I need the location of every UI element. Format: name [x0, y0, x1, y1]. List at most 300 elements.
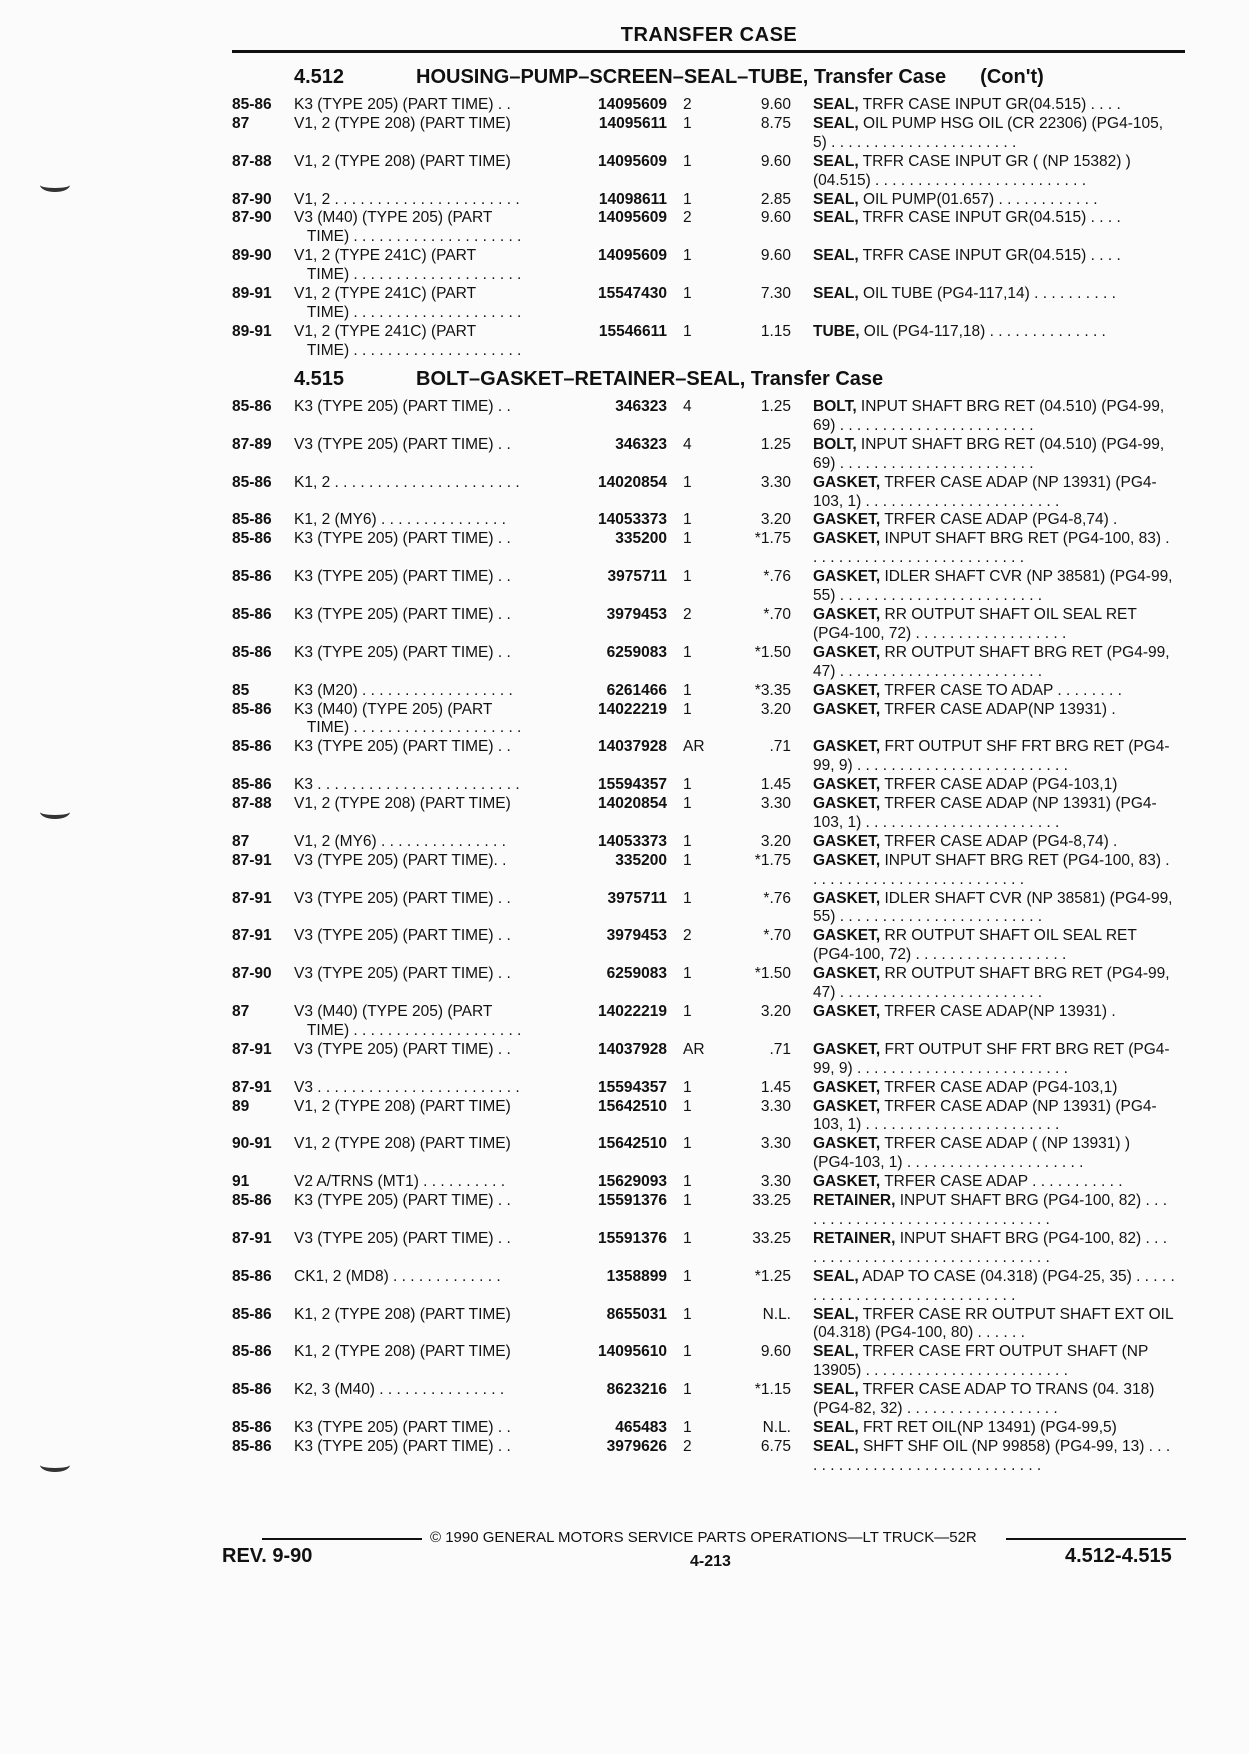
- part-detail: RR OUTPUT SHAFT OIL SEAL RET (PG4-100, 72) . . . . . . . . . . . . . . . . . .: [813, 927, 1141, 964]
- part-number: 335200: [615, 851, 667, 869]
- quantity: 1: [683, 152, 692, 170]
- model-years: 87-91: [232, 889, 272, 907]
- description: [791, 833, 1175, 852]
- quantity: 1: [683, 1343, 692, 1361]
- part-name: GASKET,: [813, 851, 881, 869]
- part-number: 3979453: [606, 605, 667, 623]
- part-name: GASKET,: [813, 795, 881, 813]
- part-detail: OIL PUMP HSG OIL (CR 22306) (PG4-105, 5) . . . . . . . . . . . . . . . . . . . . . .: [813, 114, 1168, 151]
- part-detail: TRFER CASE RR OUTPUT SHAFT EXT OIL (04.318) (PG4-100, 80) . . . . . .: [813, 1305, 1178, 1342]
- section-title: HOUSING–PUMP–SCREEN–SEAL–TUBE, Transfer Case: [416, 66, 947, 88]
- application: K1, 2 (TYPE 208) (PART TIME): [294, 1343, 511, 1361]
- model-years: 85-86: [232, 605, 272, 623]
- model-years: 87: [232, 114, 250, 132]
- part-detail: TRFER CASE ADAP TO TRANS (04. 318) (PG4-82, 32) . . . . . . . . . . . . . . . . . .: [813, 1381, 1159, 1418]
- quantity: 1: [683, 1135, 692, 1153]
- part-name: RETAINER,: [813, 1192, 896, 1210]
- quantity: 1: [683, 1381, 692, 1399]
- section-continued: (Con't): [980, 66, 1044, 88]
- part-detail: INPUT SHAFT BRG RET (PG4-100, 83) . . . . . . . . . . . . . . . . . . . . . . . . . .: [813, 851, 1174, 888]
- application: V2 A/TRNS (MT1) . . . . . . . . . .: [294, 1173, 506, 1191]
- part-number: 335200: [615, 530, 667, 548]
- description: [791, 852, 1175, 890]
- application: K3 (TYPE 205) (PART TIME) . .: [294, 398, 511, 415]
- part-number: 14053373: [598, 511, 667, 529]
- part-name: GASKET,: [813, 776, 881, 794]
- part-number: 15547430: [598, 285, 667, 303]
- part-detail: ADAP TO CASE (04.318) (PG4-25, 35) . . . . . . . . . . . . . . . . . . . . . . . . . . . . .: [813, 1267, 1180, 1304]
- application: V1, 2 (TYPE 208) (PART TIME): [294, 795, 511, 813]
- description: [791, 1098, 1175, 1136]
- price: .71: [769, 738, 791, 756]
- price: 1.45: [760, 1078, 791, 1096]
- part-number: 14095610: [598, 1343, 667, 1361]
- part-number: 14022219: [598, 700, 667, 718]
- application: K3 (TYPE 205) (PART TIME) . .: [294, 738, 511, 756]
- price: 3.20: [760, 832, 791, 850]
- model-years: 89-91: [232, 285, 272, 303]
- description: [791, 115, 1175, 153]
- part-name: GASKET,: [813, 530, 881, 548]
- part-entry: [232, 606, 1190, 644]
- part-name: GASKET,: [813, 965, 881, 983]
- model-years: 89-91: [232, 322, 272, 340]
- description: [791, 398, 1175, 436]
- model-years: 89: [232, 1097, 250, 1115]
- part-entry: [232, 398, 1190, 436]
- parts-list-4515: [232, 398, 1190, 1476]
- part-number: 15642510: [598, 1135, 667, 1153]
- part-detail: OIL TUBE (PG4-117,14) . . . . . . . . . .: [858, 285, 1116, 303]
- part-name: GASKET,: [813, 643, 881, 661]
- application: K3 (TYPE 205) (PART TIME) . .: [294, 1418, 511, 1436]
- model-years: 87-89: [232, 435, 272, 453]
- part-name: GASKET,: [813, 1040, 881, 1058]
- model-years: 85: [232, 681, 250, 699]
- binder-hole-mark: [40, 1458, 70, 1472]
- model-years: 85-86: [232, 1192, 272, 1210]
- part-detail: FRT RET OIL(NP 13491) (PG4-99,5): [858, 1418, 1117, 1436]
- section-heading-4512: [294, 66, 1044, 89]
- application: V1, 2 . . . . . . . . . . . . . . . . . . . . . .: [294, 190, 520, 208]
- part-entry: [232, 1041, 1190, 1079]
- part-number: 6259083: [606, 643, 667, 661]
- part-detail: TRFER CASE ADAP . . . . . . . . . . .: [880, 1173, 1123, 1191]
- model-years: 85-86: [232, 398, 272, 415]
- description: [791, 1192, 1175, 1230]
- part-number: 1358899: [606, 1267, 667, 1285]
- part-entry: [232, 795, 1190, 833]
- price: *.70: [763, 927, 791, 945]
- part-entry: [232, 927, 1190, 965]
- application: V1, 2 (TYPE 208) (PART TIME): [294, 152, 511, 170]
- application: V3 (TYPE 205) (PART TIME) . .: [294, 435, 511, 453]
- part-entry: [232, 738, 1190, 776]
- part-entry: [232, 323, 1190, 361]
- part-entry: [232, 1192, 1190, 1230]
- footer-rule-left: [262, 1538, 422, 1540]
- part-entry: [232, 1173, 1190, 1192]
- quantity: 1: [683, 511, 692, 529]
- part-name: GASKET,: [813, 700, 881, 718]
- model-years: 85-86: [232, 1305, 272, 1323]
- model-years: 87: [232, 1003, 250, 1020]
- part-detail: TRFR CASE INPUT GR ( (NP 15382) ) (04.515) . . . . . . . . . . . . . . . . . . . . . . . . .: [813, 152, 1136, 189]
- part-entry: [232, 1079, 1190, 1098]
- application: K2, 3 (M40) . . . . . . . . . . . . . . .: [294, 1381, 505, 1399]
- part-entry: [232, 1419, 1190, 1438]
- part-detail: TRFR CASE INPUT GR(04.515) . . . .: [858, 209, 1121, 227]
- part-number: 3975711: [607, 889, 667, 907]
- application: K1, 2 (MY6) . . . . . . . . . . . . . . .: [294, 511, 506, 529]
- part-number: 14095611: [598, 114, 667, 132]
- application: K3 (TYPE 205) (PART TIME) . .: [294, 568, 511, 586]
- price: 6.75: [760, 1437, 791, 1455]
- part-detail: RR OUTPUT SHAFT BRG RET (PG4-99, 47) . . . . . . . . . . . . . . . . . . . . . . . .: [813, 643, 1174, 680]
- price: .71: [769, 1040, 791, 1058]
- part-name: TUBE,: [813, 322, 860, 340]
- quantity: 1: [683, 1305, 692, 1323]
- part-name: GASKET,: [813, 681, 881, 699]
- quantity: 1: [683, 1192, 692, 1210]
- part-number: 15546611: [598, 322, 667, 340]
- price: *1.15: [754, 1381, 791, 1399]
- part-entry: [232, 209, 1190, 247]
- part-detail: TRFR CASE INPUT GR(04.515) . . . .: [858, 96, 1121, 113]
- part-number: 15629093: [598, 1173, 667, 1191]
- part-detail: TRFER CASE ADAP(NP 13931) .: [880, 700, 1116, 718]
- application: V3 (TYPE 205) (PART TIME) . .: [294, 889, 511, 907]
- part-number: 3979453: [606, 927, 667, 945]
- price: 7.30: [760, 285, 791, 303]
- price: *.70: [763, 605, 791, 623]
- part-name: GASKET,: [813, 605, 881, 623]
- quantity: 1: [683, 530, 692, 548]
- part-name: GASKET,: [813, 511, 881, 529]
- model-years: 87-91: [232, 927, 272, 945]
- quantity: 2: [683, 605, 692, 623]
- quantity: 1: [683, 322, 692, 340]
- part-entry: [232, 1003, 1190, 1041]
- part-name: GASKET,: [813, 738, 881, 756]
- description: [791, 1135, 1175, 1173]
- part-name: GASKET,: [813, 1097, 881, 1115]
- part-name: SEAL,: [813, 1267, 859, 1285]
- part-entry: [232, 833, 1190, 852]
- application: V1, 2 (TYPE 241C) (PART TIME) . . . . . . . . . . . . . . . . . . . .: [294, 247, 522, 284]
- description: [791, 1438, 1175, 1476]
- price: N.L.: [762, 1305, 791, 1323]
- part-entry: [232, 701, 1190, 739]
- part-name: GASKET,: [813, 473, 881, 491]
- quantity: 4: [683, 398, 692, 415]
- application: K3 (TYPE 205) (PART TIME) . .: [294, 605, 511, 623]
- quantity: 1: [683, 1267, 692, 1285]
- part-number: 346323: [615, 398, 667, 415]
- part-number: 14022219: [598, 1003, 667, 1020]
- description: [791, 530, 1175, 568]
- section-range: 4.512-4.515: [1065, 1545, 1172, 1567]
- part-number: 14020854: [598, 473, 667, 491]
- part-detail: RR OUTPUT SHAFT OIL SEAL RET (PG4-100, 72) . . . . . . . . . . . . . . . . . .: [813, 605, 1141, 642]
- part-number: 14053373: [598, 832, 667, 850]
- part-detail: TRFER CASE ADAP (PG4-8,74) .: [880, 832, 1118, 850]
- part-detail: TRFER CASE ADAP (PG4-8,74) .: [880, 511, 1118, 529]
- quantity: 1: [683, 1229, 692, 1247]
- quantity: 1: [683, 700, 692, 718]
- model-years: 87-91: [232, 1229, 272, 1247]
- quantity: 1: [683, 247, 692, 265]
- price: 3.30: [760, 1097, 791, 1115]
- description: [791, 890, 1175, 928]
- price: *.76: [763, 889, 791, 907]
- price: *1.75: [754, 530, 791, 548]
- part-entry: [232, 682, 1190, 701]
- price: 33.25: [752, 1192, 791, 1210]
- part-detail: TRFER CASE ADAP (PG4-103,1): [880, 1078, 1118, 1096]
- application: V1, 2 (MY6) . . . . . . . . . . . . . . .: [294, 832, 506, 850]
- application: K3 . . . . . . . . . . . . . . . . . . . . . . . .: [294, 776, 520, 794]
- application: V3 (TYPE 205) (PART TIME) . .: [294, 927, 511, 945]
- model-years: 85-86: [232, 1381, 272, 1399]
- model-years: 85-86: [232, 1418, 272, 1436]
- part-name: BOLT,: [813, 398, 857, 415]
- quantity: 4: [683, 435, 692, 453]
- quantity: 1: [683, 965, 692, 983]
- quantity: 1: [683, 1003, 692, 1020]
- part-entry: [232, 1230, 1190, 1268]
- part-detail: TRFER CASE FRT OUTPUT SHAFT (NP 13905) . . . . . . . . . . . . . . . . . . . . . . . .: [813, 1343, 1153, 1380]
- model-years: 87-88: [232, 152, 272, 170]
- part-entry: [232, 247, 1190, 285]
- description: [791, 776, 1175, 795]
- price: 2.85: [760, 190, 791, 208]
- part-entry: [232, 1268, 1190, 1306]
- part-entry: [232, 115, 1190, 153]
- quantity: 2: [683, 209, 692, 227]
- quantity: 1: [683, 889, 692, 907]
- part-name: GASKET,: [813, 1135, 881, 1153]
- price: 1.25: [760, 398, 791, 415]
- part-name: GASKET,: [813, 1078, 881, 1096]
- price: N.L.: [762, 1418, 791, 1436]
- price: 8.75: [760, 114, 791, 132]
- model-years: 87-88: [232, 795, 272, 813]
- part-name: RETAINER,: [813, 1229, 896, 1247]
- price: 3.30: [760, 1173, 791, 1191]
- section-title: BOLT–GASKET–RETAINER–SEAL, Transfer Case: [416, 368, 884, 390]
- quantity: 1: [683, 681, 692, 699]
- part-detail: TRFER CASE ADAP (NP 13931) (PG4-103, 1) . . . . . . . . . . . . . . . . . . . . . . .: [813, 473, 1157, 510]
- part-entry: [232, 1098, 1190, 1136]
- part-number: 15642510: [598, 1097, 667, 1115]
- description: [791, 191, 1175, 210]
- price: 9.60: [760, 209, 791, 227]
- binder-hole-mark: [40, 178, 70, 192]
- price: *1.50: [754, 965, 791, 983]
- part-entry: [232, 1438, 1190, 1476]
- price: 3.30: [760, 795, 791, 813]
- description: [791, 247, 1175, 266]
- model-years: 87-90: [232, 209, 272, 227]
- price: 1.45: [760, 776, 791, 794]
- application: K3 (M40) (TYPE 205) (PART TIME) . . . . . . . . . . . . . . . . . . . .: [294, 700, 522, 737]
- part-entry: [232, 1381, 1190, 1419]
- part-entry: [232, 776, 1190, 795]
- part-entry: [232, 852, 1190, 890]
- description: [791, 1343, 1175, 1381]
- description: [791, 568, 1175, 606]
- description: [791, 209, 1175, 228]
- part-number: 15591376: [598, 1229, 667, 1247]
- part-name: SEAL,: [813, 1418, 859, 1436]
- quantity: 1: [683, 473, 692, 491]
- quantity: 1: [683, 1418, 692, 1436]
- application: V3 (TYPE 205) (PART TIME) . .: [294, 965, 511, 983]
- part-entry: [232, 644, 1190, 682]
- description: [791, 927, 1175, 965]
- part-detail: OIL PUMP(01.657) . . . . . . . . . . . .: [858, 190, 1098, 208]
- model-years: 85-86: [232, 1437, 272, 1455]
- model-years: 89-90: [232, 247, 272, 265]
- quantity: 1: [683, 190, 692, 208]
- description: [791, 606, 1175, 644]
- description: [791, 682, 1175, 701]
- part-entry: [232, 1343, 1190, 1381]
- part-detail: FRT OUTPUT SHF FRT BRG RET (PG4-99, 9) . . . . . . . . . . . . . . . . . . . . . . . . .: [813, 738, 1170, 775]
- model-years: 85-86: [232, 776, 272, 794]
- price: 3.20: [760, 1003, 791, 1020]
- footer-copyright: © 1990 GENERAL MOTORS SERVICE PARTS OPERATIONS—LT TRUCK—52R: [430, 1529, 977, 1546]
- part-name: SEAL,: [813, 1381, 859, 1399]
- description: [791, 285, 1175, 304]
- model-years: 90-91: [232, 1135, 272, 1153]
- application: V3 (TYPE 205) (PART TIME) . .: [294, 1040, 511, 1058]
- section-number: 4.512: [294, 66, 345, 88]
- part-detail: IDLER SHAFT CVR (NP 38581) (PG4-99, 55) . . . . . . . . . . . . . . . . . . . . . . . .: [813, 568, 1177, 605]
- part-detail: INPUT SHAFT BRG RET (04.510) (PG4-99, 69) . . . . . . . . . . . . . . . . . . . . . . .: [813, 435, 1169, 472]
- application: V1, 2 (TYPE 208) (PART TIME): [294, 114, 511, 132]
- part-detail: TRFR CASE INPUT GR(04.515) . . . .: [858, 247, 1121, 265]
- description: [791, 474, 1175, 512]
- description: [791, 1173, 1175, 1192]
- application: V3 (TYPE 205) (PART TIME) . .: [294, 1229, 511, 1247]
- part-number: 14020854: [598, 795, 667, 813]
- price: 1.25: [760, 435, 791, 453]
- description: [791, 1419, 1175, 1438]
- parts-list-4512: [232, 96, 1190, 361]
- model-years: 91: [232, 1173, 250, 1191]
- part-number: 3975711: [607, 568, 667, 586]
- model-years: 85-86: [232, 738, 272, 756]
- quantity: 2: [683, 96, 692, 113]
- part-entry: [232, 568, 1190, 606]
- part-name: GASKET,: [813, 1003, 881, 1020]
- model-years: 85-86: [232, 96, 272, 113]
- part-detail: TRFER CASE ADAP(NP 13931) .: [880, 1003, 1116, 1020]
- part-name: GASKET,: [813, 1173, 881, 1191]
- model-years: 87-90: [232, 965, 272, 983]
- quantity: 1: [683, 832, 692, 850]
- quantity: 1: [683, 1078, 692, 1096]
- header-rule: [232, 50, 1185, 53]
- quantity: AR: [683, 1040, 705, 1058]
- part-number: 14098611: [598, 190, 667, 208]
- part-name: GASKET,: [813, 568, 881, 586]
- part-name: GASKET,: [813, 832, 881, 850]
- application: V1, 2 (TYPE 208) (PART TIME): [294, 1097, 511, 1115]
- part-detail: FRT OUTPUT SHF FRT BRG RET (PG4-99, 9) . . . . . . . . . . . . . . . . . . . . . . . . .: [813, 1040, 1170, 1077]
- quantity: 1: [683, 568, 692, 586]
- price: 1.15: [760, 322, 791, 340]
- model-years: 85-86: [232, 1267, 272, 1285]
- part-entry: [232, 474, 1190, 512]
- model-years: 87-90: [232, 190, 272, 208]
- application: K3 (TYPE 205) (PART TIME) . .: [294, 643, 511, 661]
- application: K1, 2 . . . . . . . . . . . . . . . . . . . . . .: [294, 473, 520, 491]
- price: 9.60: [760, 247, 791, 265]
- price: *1.50: [754, 643, 791, 661]
- description: [791, 1230, 1175, 1268]
- description: [791, 1381, 1175, 1419]
- part-detail: TRFER CASE ADAP (NP 13931) (PG4-103, 1) . . . . . . . . . . . . . . . . . . . . . . .: [813, 1097, 1157, 1134]
- model-years: 85-86: [232, 473, 272, 491]
- quantity: 1: [683, 285, 692, 303]
- description: [791, 153, 1175, 191]
- part-entry: [232, 436, 1190, 474]
- part-name: SEAL,: [813, 1437, 859, 1455]
- part-detail: INPUT SHAFT BRG (PG4-100, 82) . . . . . . . . . . . . . . . . . . . . . . . . . . . . . . .: [813, 1192, 1172, 1228]
- part-entry: [232, 890, 1190, 928]
- section-number: 4.515: [294, 368, 345, 390]
- part-number: 8623216: [606, 1381, 667, 1399]
- price: 3.30: [760, 473, 791, 491]
- quantity: 1: [683, 1173, 692, 1191]
- application: CK1, 2 (MD8) . . . . . . . . . . . . .: [294, 1267, 501, 1285]
- quantity: 1: [683, 795, 692, 813]
- description: [791, 644, 1175, 682]
- part-entry: [232, 285, 1190, 323]
- part-number: 14095609: [598, 152, 667, 170]
- application: K3 (TYPE 205) (PART TIME) . .: [294, 96, 511, 113]
- part-number: 6261466: [606, 681, 667, 699]
- part-number: 8655031: [606, 1305, 667, 1323]
- model-years: 85-86: [232, 530, 272, 548]
- application: V3 (M40) (TYPE 205) (PART TIME) . . . . . . . . . . . . . . . . . . . .: [294, 1003, 522, 1039]
- part-name: SEAL,: [813, 1305, 859, 1323]
- binder-hole-mark: [40, 805, 70, 819]
- part-number: 6259083: [606, 965, 667, 983]
- part-name: SEAL,: [813, 190, 859, 208]
- description: [791, 1003, 1175, 1022]
- application: V3 (TYPE 205) (PART TIME). .: [294, 851, 507, 869]
- price: 9.60: [760, 1343, 791, 1361]
- application: V1, 2 (TYPE 208) (PART TIME): [294, 1135, 511, 1153]
- part-name: GASKET,: [813, 889, 881, 907]
- price: 3.20: [760, 511, 791, 529]
- price: 9.60: [760, 96, 791, 113]
- part-number: 14095609: [598, 209, 667, 227]
- price: *1.75: [754, 851, 791, 869]
- part-entry: [232, 965, 1190, 1003]
- part-detail: TRFER CASE TO ADAP . . . . . . . .: [880, 681, 1122, 699]
- price: *3.35: [754, 681, 791, 699]
- quantity: 1: [683, 851, 692, 869]
- quantity: 1: [683, 114, 692, 132]
- model-years: 87-91: [232, 1040, 272, 1058]
- part-number: 14095609: [598, 96, 667, 113]
- page-title: TRANSFER CASE: [620, 24, 798, 46]
